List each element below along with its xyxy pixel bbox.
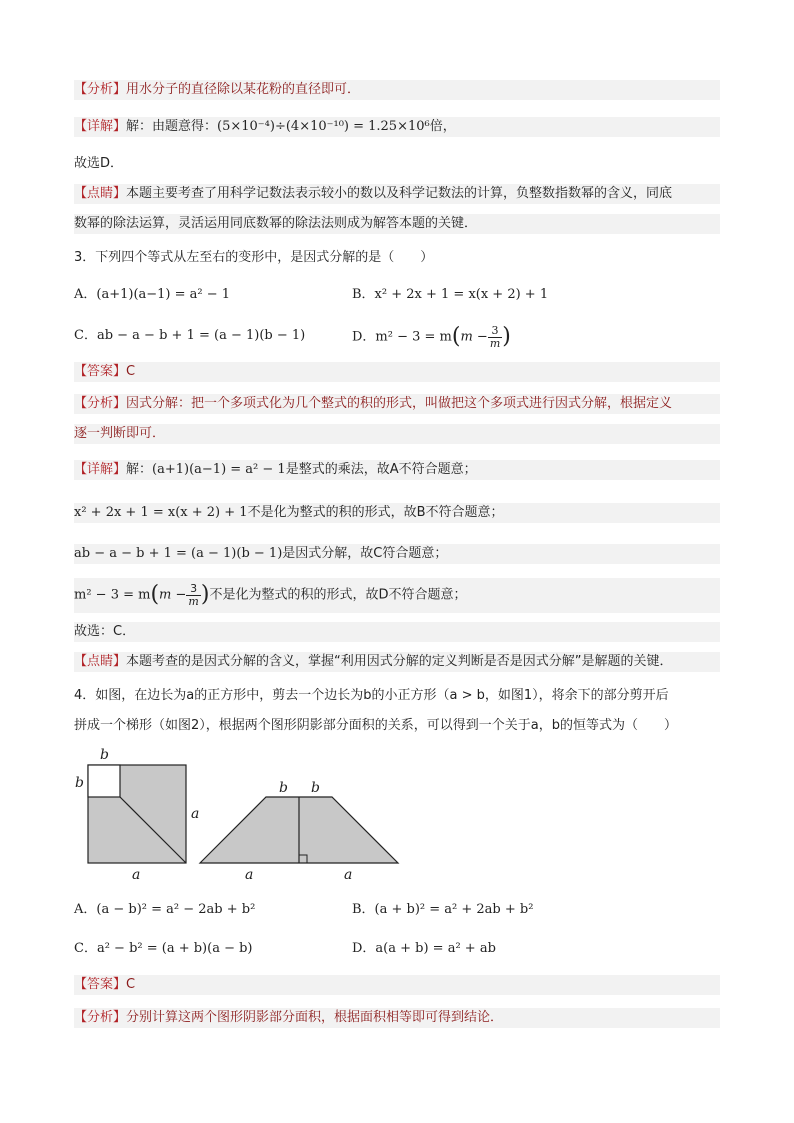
q4-analysis-line bbox=[74, 1008, 720, 1028]
comment-line-1 bbox=[74, 184, 720, 204]
q3-analysis-line-1 bbox=[74, 394, 720, 414]
q3-choose: 故选：C． bbox=[74, 622, 720, 642]
q3-detail-c-math: ab − a − b + 1 = (a − 1)(b − 1) bbox=[74, 546, 283, 561]
q3-detail-a-math: (a+1)(a−1) = a² − 1 bbox=[152, 462, 286, 477]
q3-detail-a: 【详解】解：(a+1)(a−1) = a² − 1是整式的乘法，故A不符合题意； bbox=[74, 460, 720, 480]
q4-stem-2: 拼成一个梯形（如图2），根据两个图形阴影部分面积的关系，可以得到一个关于a，b的恒等式为（ ） bbox=[74, 718, 677, 733]
q3-analysis-tag: 【分析】 bbox=[74, 396, 127, 411]
detail-line bbox=[74, 117, 720, 137]
small-square bbox=[88, 765, 120, 797]
q3-option-d: D．m² − 3 = m(m − $\frac{3}{m}$ ) bbox=[352, 323, 511, 350]
q3-detail-tag: 【详解】 bbox=[74, 462, 127, 477]
choose-line: 故选D． bbox=[74, 156, 124, 171]
comment-tag: 【点睛】 bbox=[74, 186, 127, 201]
label-b-trap-1: b bbox=[279, 780, 288, 796]
comment-line-2: 数幂的除法运算，灵活运用同底数幂的除法法则成为解答本题的关键． bbox=[74, 214, 720, 234]
q4-option-a: A．(a − b)² = a² − 2ab + b² bbox=[74, 902, 256, 917]
analysis-line bbox=[74, 80, 720, 100]
q3-answer-value: C bbox=[126, 364, 136, 379]
q4-stem-1: 4．如图，在边长为a的正方形中，剪去一个边长为b的小正方形（a > b，如图1），将余下的部分剪开后 bbox=[74, 688, 669, 703]
detail-math: (5×10⁻⁴)÷(4×10⁻¹⁰) = 1.25×10⁶ bbox=[217, 119, 430, 134]
q3-answer-tag: 【答案】 bbox=[74, 364, 127, 379]
label-b-top: b bbox=[100, 747, 109, 763]
q3-analysis-line-2: 逐一判断即可． bbox=[74, 424, 720, 444]
analysis-text: 用水分子的直径除以某花粉的直径即可． bbox=[126, 82, 361, 97]
label-a-trap-1: a bbox=[245, 867, 254, 883]
q3-detail-d: m² − 3 = m(m − $\frac{3}{m}$ )不是化为整式的积的形式，故D不符合题意； bbox=[74, 578, 720, 613]
q4-option-b: B．(a + b)² = a² + 2ab + b² bbox=[352, 902, 534, 917]
q4-option-c: C．a² − b² = (a + b)(a − b) bbox=[74, 941, 253, 956]
q4-figure bbox=[70, 745, 410, 885]
q3-option-d-fraction: $\frac{3}{m}$ bbox=[489, 323, 501, 350]
q3-option-b: B．x² + 2x + 1 = x(x + 2) + 1 bbox=[352, 287, 549, 302]
q4-answer-line bbox=[74, 975, 720, 995]
q3-detail-b: x² + 2x + 1 = x(x + 2) + 1不是化为整式的积的形式，故B不符合题意； bbox=[74, 503, 720, 523]
q4-analysis-text: 分别计算这两个图形阴影部分面积，根据面积相等即可得到结论． bbox=[126, 1010, 504, 1025]
q3-detail-b-math: x² + 2x + 1 = x(x + 2) + 1 bbox=[74, 505, 248, 520]
q3-analysis-text-1: 因式分解：把一个多项式化为几个整式的积的形式，叫做把这个多项式进行因式分解，根据定义 bbox=[126, 396, 673, 411]
label-a-right: a bbox=[191, 806, 200, 822]
analysis-tag: 【分析】 bbox=[74, 82, 127, 97]
detail-prefix: 解：由题意得： bbox=[126, 119, 218, 134]
detail-suffix: 倍， bbox=[429, 119, 456, 134]
q3-detail-d-math: m² − 3 = m bbox=[74, 587, 151, 603]
q3-option-c: C．ab − a − b + 1 = (a − 1)(b − 1) bbox=[74, 328, 306, 343]
q4-answer-tag: 【答案】 bbox=[74, 977, 127, 992]
q3-option-d-lhs: D．m² − 3 = m bbox=[352, 329, 452, 345]
label-b-trap-2: b bbox=[311, 780, 320, 796]
detail-tag: 【详解】 bbox=[74, 119, 127, 134]
q4-answer-value: C bbox=[126, 977, 136, 992]
q3-detail-c: ab − a − b + 1 = (a − 1)(b − 1)是因式分解，故C符合题意； bbox=[74, 544, 720, 564]
label-b-left: b bbox=[75, 775, 84, 791]
q3-option-a: A．(a+1)(a−1) = a² − 1 bbox=[74, 287, 231, 302]
q3-comment-tag: 【点睛】 bbox=[74, 654, 127, 669]
q4-option-d: D．a(a + b) = a² + ab bbox=[352, 941, 496, 956]
q4-analysis-tag: 【分析】 bbox=[74, 1010, 127, 1025]
label-a-trap-2: a bbox=[344, 867, 353, 883]
q3-comment-text: 本题考查的是因式分解的含义，掌握“利用因式分解的定义判断是否是因式分解”是解题的关键． bbox=[126, 654, 673, 669]
q3-stem: 3．下列四个等式从左至右的变形中，是因式分解的是（ ） bbox=[74, 250, 434, 265]
label-a-bottom: a bbox=[132, 867, 141, 883]
comment-text-1: 本题主要考查了用科学记数法表示较小的数以及科学记数法的计算，负整数指数幂的含义，同底 bbox=[126, 186, 673, 201]
q3-comment bbox=[74, 652, 720, 672]
q3-answer-line bbox=[74, 362, 720, 382]
